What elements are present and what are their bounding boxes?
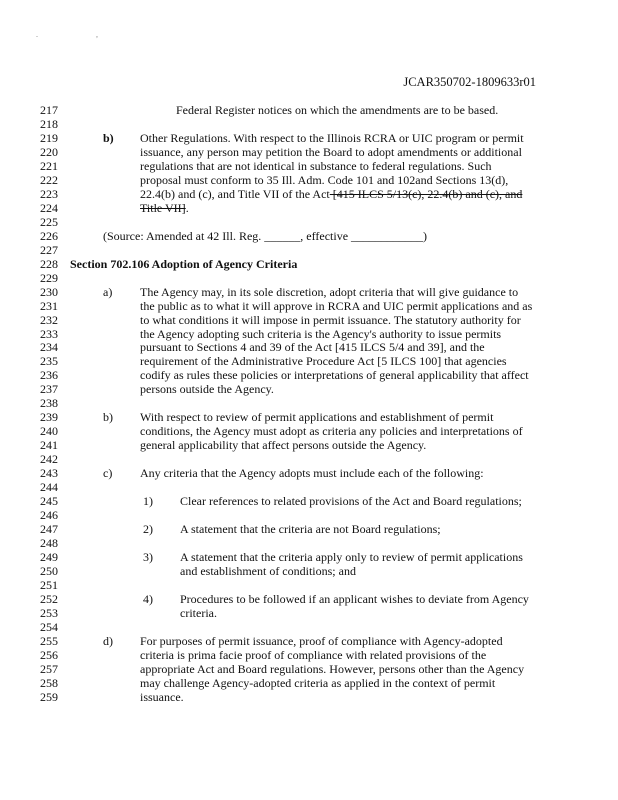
line-number: 232: [40, 312, 58, 327]
line-text: [140, 313, 521, 327]
document-body: [0, 103, 618, 704]
line-number: 249: [40, 550, 58, 564]
document-line: [0, 313, 618, 327]
line-number: 237: [40, 382, 58, 397]
text-segment: (Source: Amended at 42 Ill. Reg. ______, effective ____________): [103, 228, 428, 243]
text-segment: The Agency may, in its sole discretion, adopt criteria that will give guidance to: [140, 284, 519, 299]
line-number: 242: [40, 452, 58, 467]
line-number: 225: [40, 214, 58, 229]
text-segment: general applicability that affect persons outside the Agency.: [140, 438, 427, 453]
text-segment: 22.4(b) and (c), and Title VII of the Act: [140, 186, 330, 201]
text-segment: Clear references to related provisions of the Act and Board regulations;: [180, 494, 522, 509]
line-text: [140, 131, 524, 145]
line-number: 257: [40, 661, 58, 676]
document-line: [0, 578, 618, 592]
text-segment: Procedures to be followed if an applicant wishes to deviate from Agency: [180, 591, 529, 606]
line-number: 252: [40, 591, 58, 606]
text-segment: A statement that the criteria are not Board regulations;: [180, 522, 441, 537]
text-segment: A statement that the criteria apply only to review of permit applications: [180, 550, 523, 564]
line-text: [140, 648, 486, 662]
line-text: [140, 201, 189, 215]
text-segment: and establishment of conditions; and: [180, 563, 356, 578]
text-segment: issuance, any person may petition the Board to adopt amendments or additional: [140, 144, 522, 159]
text-segment: may challenge Agency-adopted criteria as applied in the context of permit: [140, 675, 496, 690]
text-segment: regulations that are not identical in substance to federal regulations. Such: [140, 158, 492, 173]
item-label: d): [103, 633, 113, 648]
text-segment: Section 702.106 Adoption of Agency Criteria: [70, 256, 298, 271]
line-text: [140, 662, 524, 676]
line-number: 254: [40, 619, 58, 634]
text-segment: the Agency adopting such criteria is the Agency's authority to issue permits: [140, 326, 502, 341]
text-segment: criteria is prima facie proof of compliance with related provisions of the: [140, 647, 487, 662]
line-text: [140, 382, 274, 396]
line-number: 221: [40, 158, 58, 173]
line-number: 240: [40, 424, 58, 439]
item-label: b): [103, 130, 114, 145]
text-segment: persons outside the Agency.: [140, 382, 274, 397]
item-label: 1): [143, 494, 153, 509]
document-line: [0, 424, 618, 438]
struck-text: [415 ILCS 5/13(c), 22.4(b) and (c), and: [329, 186, 523, 201]
document-line: [0, 215, 618, 229]
item-label: b): [103, 410, 113, 425]
item-label: c): [103, 466, 113, 481]
line-text: [176, 103, 498, 117]
line-text: [180, 592, 529, 606]
document-line: [0, 396, 618, 410]
line-number: 227: [40, 242, 58, 257]
line-number: 248: [40, 536, 58, 551]
line-number: 226: [40, 228, 58, 243]
document-line: [0, 648, 618, 662]
line-number: 250: [40, 563, 58, 578]
line-number: 246: [40, 508, 58, 523]
document-line: [0, 592, 618, 606]
document-line: [0, 634, 618, 648]
line-text: [140, 159, 492, 173]
text-segment: For purposes of permit issuance, proof of compliance with Agency-adopted: [140, 633, 503, 648]
line-number: 233: [40, 326, 58, 341]
text-segment: issuance.: [140, 689, 184, 704]
line-number: 245: [40, 494, 58, 509]
document-line: [0, 243, 618, 257]
document-line: [0, 187, 618, 201]
document-line: [0, 340, 618, 354]
document-line: [0, 354, 618, 368]
line-text: [180, 564, 356, 578]
document-line: [0, 466, 618, 480]
document-line: [0, 536, 618, 550]
document-line: [0, 229, 618, 243]
line-number: 220: [40, 144, 58, 159]
document-line: [0, 201, 618, 215]
document-line: [0, 606, 618, 620]
document-line: [0, 410, 618, 424]
item-label: a): [103, 284, 113, 299]
item-label: 3): [143, 550, 153, 564]
document-line: [0, 382, 618, 396]
text-segment: Any criteria that the Agency adopts must include each of the following:: [140, 466, 484, 481]
document-line: [0, 452, 618, 466]
line-number: 224: [40, 200, 58, 215]
line-number: 253: [40, 605, 58, 620]
text-segment: codify as rules these policies or interpretations of general applicability that affect: [140, 368, 529, 383]
line-number: 231: [40, 298, 58, 313]
text-segment: .: [185, 200, 189, 215]
line-text: [140, 438, 426, 452]
text-segment: the public as to what it will approve in RCRA and UIC permit applications and as: [140, 298, 533, 313]
line-text: [70, 257, 297, 271]
struck-text: Title VII]: [140, 200, 186, 215]
document-line: [0, 327, 618, 341]
text-segment: requirement of the Administrative Procedure Act [5 ILCS 100] that agencies: [140, 354, 507, 369]
text-segment: pursuant to Sections 4 and 39 of the Act [415 ILCS 5/4 and 39], and the: [140, 340, 485, 355]
text-segment: appropriate Act and Board regulations. However, persons other than the Agency: [140, 661, 525, 676]
text-segment: Other Regulations. With respect to the Illinois RCRA or UIC program or permit: [140, 130, 524, 145]
line-text: [140, 676, 495, 690]
document-line: [0, 145, 618, 159]
line-number: 223: [40, 186, 58, 201]
line-text: [140, 410, 493, 424]
document-line: [0, 285, 618, 299]
document-line: [0, 508, 618, 522]
document-line: [0, 522, 618, 536]
line-number: 236: [40, 368, 58, 383]
document-line: [0, 494, 618, 508]
document-line: [0, 690, 618, 704]
document-line: [0, 131, 618, 145]
line-text: [140, 299, 532, 313]
line-number: 239: [40, 410, 58, 425]
text-segment: criteria.: [180, 605, 217, 620]
line-text: [140, 466, 484, 480]
line-text: [140, 327, 501, 341]
line-text: [140, 690, 184, 704]
line-text: [180, 522, 441, 536]
document-line: [0, 480, 618, 494]
line-number: 222: [40, 172, 58, 187]
line-text: [140, 187, 522, 201]
document-line: [0, 676, 618, 690]
scan-marks: . ,: [36, 30, 126, 39]
document-id: JCAR350702-1809633r01: [403, 75, 536, 89]
line-number: 238: [40, 396, 58, 411]
document-line: [0, 117, 618, 131]
line-text: [140, 634, 503, 648]
line-number: 259: [40, 689, 58, 704]
line-number: 243: [40, 466, 58, 481]
document-line: [0, 103, 618, 117]
section-heading-line: [0, 257, 618, 271]
line-number: 244: [40, 480, 58, 495]
line-number: 258: [40, 675, 58, 690]
line-number: 235: [40, 354, 58, 369]
line-number: 230: [40, 284, 58, 299]
document-line: [0, 564, 618, 578]
text-segment: Federal Register notices on which the amendments are to be based.: [176, 103, 499, 117]
line-text: [140, 285, 518, 299]
document-line: [0, 620, 618, 634]
document-line: [0, 368, 618, 382]
line-number: 247: [40, 522, 58, 537]
document-line: [0, 299, 618, 313]
line-text: [140, 340, 485, 354]
line-text: [140, 354, 507, 368]
line-number: 234: [40, 340, 58, 355]
document-line: [0, 438, 618, 452]
line-number: 251: [40, 577, 58, 592]
item-label: 2): [143, 522, 153, 537]
line-number: 255: [40, 633, 58, 648]
line-number: 218: [40, 116, 58, 131]
line-text: [140, 173, 508, 187]
document-line: [0, 662, 618, 676]
text-segment: With respect to review of permit applications and establishment of permit: [140, 410, 494, 425]
document-line: [0, 159, 618, 173]
line-number: 241: [40, 438, 58, 453]
line-text: [180, 606, 217, 620]
document-line: [0, 271, 618, 285]
line-text: [140, 145, 522, 159]
line-number: 228: [40, 256, 58, 271]
line-number: 256: [40, 647, 58, 662]
line-number: 229: [40, 270, 58, 285]
line-text: [180, 494, 522, 508]
line-text: [140, 368, 529, 382]
document-line: [0, 173, 618, 187]
text-segment: to what conditions it will impose in permit issuance. The statutory authority for: [140, 312, 521, 327]
item-label: 4): [143, 591, 153, 606]
line-number: 217: [40, 103, 58, 117]
document-line: [0, 550, 618, 564]
line-text: [180, 550, 523, 564]
text-segment: proposal must conform to 35 Ill. Adm. Code 101 and 102and Sections 13(d),: [140, 172, 509, 187]
line-number: 219: [40, 130, 58, 145]
line-text: [140, 424, 523, 438]
line-text: [103, 229, 427, 243]
text-segment: conditions, the Agency must adopt as criteria any policies and interpretations of: [140, 424, 523, 439]
